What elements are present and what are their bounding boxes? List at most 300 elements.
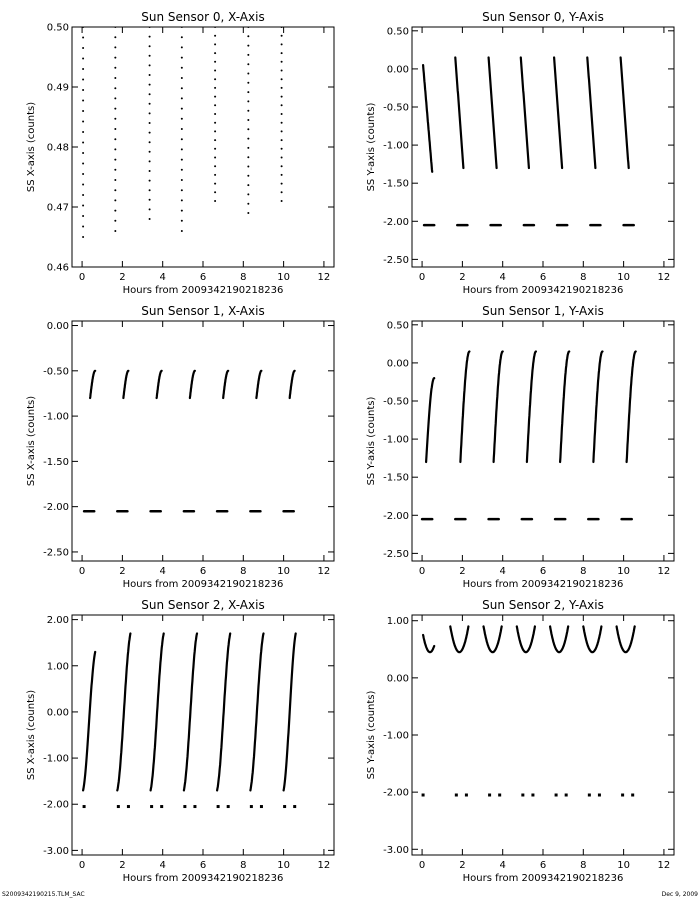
data-point <box>181 77 183 79</box>
data-point <box>214 96 216 98</box>
x-tick-label: 0 <box>78 860 86 871</box>
y-tick-label: 0.00 <box>386 673 409 685</box>
data-point <box>149 36 151 38</box>
data-point <box>149 189 151 191</box>
x-tick-label: 10 <box>617 272 630 283</box>
data-series <box>423 58 634 226</box>
x-tick-label: 6 <box>539 860 547 871</box>
data-point <box>181 46 183 48</box>
x-tick-label: 10 <box>617 566 630 577</box>
y-axis-label: SS X-axis (counts) <box>26 689 37 781</box>
y-tick-label: -2.00 <box>43 799 69 811</box>
x-axis-label: Hours from 2009342190218236 <box>462 873 624 884</box>
data-curve <box>223 371 228 398</box>
data-point <box>127 805 130 808</box>
data-point <box>247 175 249 177</box>
data-point <box>247 54 249 56</box>
y-tick-label: 0.00 <box>46 321 69 333</box>
data-point <box>247 100 249 102</box>
data-point <box>150 805 153 808</box>
x-tick-label: 12 <box>657 860 671 871</box>
x-tick-label: 6 <box>199 272 207 283</box>
data-point <box>281 43 283 45</box>
data-point <box>149 45 151 47</box>
data-point <box>281 200 283 202</box>
y-tick-label: 0.00 <box>386 358 409 370</box>
data-point <box>281 130 283 132</box>
x-tick-label: 4 <box>159 860 166 871</box>
data-curve <box>151 634 164 791</box>
x-tick-label: 8 <box>580 566 587 577</box>
data-point <box>521 794 524 797</box>
panel-2 <box>366 10 674 296</box>
data-point <box>181 118 183 120</box>
data-point <box>149 208 151 210</box>
data-point <box>281 191 283 193</box>
data-point <box>247 193 249 195</box>
data-point <box>82 184 84 186</box>
x-tick-label: 10 <box>277 566 290 577</box>
data-point <box>181 169 183 171</box>
y-tick-label: 0.50 <box>386 26 409 38</box>
data-point <box>281 52 283 54</box>
data-curve <box>83 652 95 791</box>
data-point <box>214 113 216 115</box>
data-point <box>82 152 84 154</box>
data-curve <box>484 626 502 652</box>
data-point <box>149 84 151 86</box>
data-point <box>82 226 84 228</box>
data-point <box>281 35 283 37</box>
plot-frame <box>412 615 674 855</box>
data-point <box>82 68 84 70</box>
data-curve <box>627 352 636 463</box>
data-point <box>114 57 116 59</box>
y-tick-label: -2.00 <box>43 502 69 514</box>
x-tick-label: 10 <box>617 860 630 871</box>
data-point <box>281 122 283 124</box>
x-tick-label: 0 <box>78 566 86 577</box>
data-curve <box>554 58 562 169</box>
chart-title: Sun Sensor 2, Y-Axis <box>482 598 604 612</box>
data-point <box>114 87 116 89</box>
y-tick-label: 0.48 <box>46 142 69 154</box>
y-axis-label: SS Y-axis (counts) <box>366 690 377 780</box>
data-curve <box>550 626 568 652</box>
plot-frame <box>72 27 334 267</box>
data-point <box>82 110 84 112</box>
panel-3 <box>26 304 334 590</box>
y-tick-label: -3.00 <box>43 845 69 857</box>
data-curve <box>423 65 432 172</box>
data-point <box>281 26 283 28</box>
data-point <box>247 82 249 84</box>
y-tick-label: -1.00 <box>43 411 69 423</box>
data-curve <box>117 634 130 791</box>
x-tick-label: 6 <box>199 860 207 871</box>
data-point <box>214 200 216 202</box>
y-tick-label: 0.50 <box>46 22 69 34</box>
y-tick-label: -3.00 <box>383 844 409 856</box>
data-point <box>149 218 151 220</box>
data-point <box>247 203 249 205</box>
data-point <box>160 805 163 808</box>
x-tick-label: 8 <box>240 272 247 283</box>
chart-title: Sun Sensor 0, X-Axis <box>141 10 265 24</box>
data-point <box>281 157 283 159</box>
data-point <box>247 212 249 214</box>
data-point <box>422 794 425 797</box>
data-point <box>281 165 283 167</box>
data-point <box>217 805 220 808</box>
chart-title: Sun Sensor 2, X-Axis <box>141 598 265 612</box>
data-point <box>114 210 116 212</box>
data-series <box>84 371 295 511</box>
data-curve <box>593 352 602 463</box>
plot-frame <box>412 27 674 267</box>
x-tick-label: 8 <box>240 566 247 577</box>
data-point <box>214 78 216 80</box>
data-point <box>214 70 216 72</box>
data-point <box>149 170 151 172</box>
y-tick-label: -2.50 <box>383 548 409 560</box>
data-point <box>181 97 183 99</box>
data-series <box>422 626 635 796</box>
y-tick-label: -2.00 <box>383 216 409 228</box>
data-point <box>181 26 183 28</box>
data-point <box>247 138 249 140</box>
data-point <box>82 79 84 81</box>
data-point <box>631 794 634 797</box>
data-point <box>247 184 249 186</box>
data-point <box>82 37 84 39</box>
y-tick-label: -0.50 <box>43 366 69 378</box>
data-point <box>82 194 84 196</box>
data-point <box>114 230 116 232</box>
data-curve <box>217 634 230 791</box>
y-tick-label: 1.00 <box>386 616 409 628</box>
x-axis-label: Hours from 2009342190218236 <box>122 285 284 296</box>
data-point <box>114 189 116 191</box>
data-point <box>281 183 283 185</box>
data-point <box>247 26 249 28</box>
data-point <box>149 199 151 201</box>
data-point <box>181 128 183 130</box>
y-tick-label: 2.00 <box>46 615 69 627</box>
data-point <box>181 87 183 89</box>
y-tick-label: -2.50 <box>383 254 409 266</box>
data-point <box>283 805 286 808</box>
x-tick-label: 8 <box>580 272 587 283</box>
data-curve <box>123 371 128 398</box>
data-point <box>214 148 216 150</box>
data-point <box>181 159 183 161</box>
data-point <box>82 100 84 102</box>
data-point <box>247 91 249 93</box>
data-curve <box>90 371 95 398</box>
x-tick-label: 10 <box>277 272 290 283</box>
x-tick-label: 4 <box>159 272 166 283</box>
data-point <box>114 179 116 181</box>
data-curve <box>426 378 434 462</box>
data-point <box>281 174 283 176</box>
x-tick-label: 4 <box>499 860 506 871</box>
x-tick-label: 6 <box>539 566 547 577</box>
data-curve <box>583 626 601 652</box>
y-tick-label: -1.00 <box>383 140 409 152</box>
data-point <box>498 794 501 797</box>
y-tick-label: 0.47 <box>46 202 69 214</box>
data-point <box>181 67 183 69</box>
x-tick-label: 2 <box>119 566 126 577</box>
y-tick-label: -1.50 <box>43 456 69 468</box>
data-point <box>82 89 84 91</box>
y-tick-label: 0.49 <box>46 82 69 94</box>
data-point <box>247 128 249 130</box>
x-tick-label: 4 <box>499 566 506 577</box>
data-curve <box>517 626 535 652</box>
data-point <box>114 128 116 130</box>
y-tick-label: 1.00 <box>46 661 69 673</box>
data-point <box>82 142 84 144</box>
data-point <box>114 220 116 222</box>
y-axis-label: SS Y-axis (counts) <box>366 396 377 486</box>
data-point <box>214 122 216 124</box>
data-point <box>181 36 183 38</box>
data-point <box>114 67 116 69</box>
data-point <box>598 794 601 797</box>
x-axis-label: Hours from 2009342190218236 <box>462 285 624 296</box>
x-tick-label: 2 <box>459 860 466 871</box>
data-point <box>588 794 591 797</box>
x-tick-label: 2 <box>119 860 126 871</box>
y-tick-label: -0.50 <box>383 396 409 408</box>
data-point <box>114 77 116 79</box>
data-point <box>82 215 84 217</box>
y-tick-label: 0.00 <box>386 64 409 76</box>
data-curve <box>256 371 261 398</box>
data-curve <box>450 626 468 652</box>
data-point <box>214 183 216 185</box>
data-point <box>114 138 116 140</box>
data-point <box>149 151 151 153</box>
y-tick-label: 0.46 <box>46 262 69 274</box>
data-point <box>247 119 249 121</box>
data-point <box>214 130 216 132</box>
data-curve <box>190 371 195 398</box>
data-point <box>149 122 151 124</box>
data-point <box>82 173 84 175</box>
data-curve <box>527 352 536 463</box>
data-point <box>214 35 216 37</box>
data-point <box>149 160 151 162</box>
x-tick-label: 2 <box>119 272 126 283</box>
data-curve <box>250 634 263 791</box>
x-tick-label: 6 <box>539 272 547 283</box>
data-point <box>114 26 116 28</box>
panel-4 <box>366 304 674 590</box>
panel-6 <box>366 598 674 884</box>
data-point <box>149 112 151 114</box>
y-tick-label: -1.50 <box>383 178 409 190</box>
data-point <box>214 157 216 159</box>
panel-1 <box>26 10 334 296</box>
data-point <box>247 156 249 158</box>
data-point <box>114 159 116 161</box>
y-tick-label: -1.50 <box>383 472 409 484</box>
data-curve <box>423 635 434 652</box>
data-point <box>82 163 84 165</box>
data-point <box>82 121 84 123</box>
data-point <box>565 794 568 797</box>
x-axis-label: Hours from 2009342190218236 <box>462 579 624 590</box>
data-curve <box>184 634 197 791</box>
x-tick-label: 0 <box>418 566 426 577</box>
x-tick-label: 2 <box>459 566 466 577</box>
data-curve <box>587 58 595 169</box>
data-series <box>82 26 283 238</box>
data-point <box>260 805 263 808</box>
data-point <box>183 805 186 808</box>
data-point <box>181 179 183 181</box>
data-point <box>531 794 534 797</box>
data-point <box>281 113 283 115</box>
data-point <box>214 174 216 176</box>
data-point <box>214 139 216 141</box>
x-tick-label: 0 <box>418 272 426 283</box>
data-point <box>281 87 283 89</box>
data-point <box>281 96 283 98</box>
data-point <box>149 141 151 143</box>
data-point <box>214 104 216 106</box>
data-point <box>82 58 84 60</box>
data-point <box>293 805 296 808</box>
data-point <box>181 220 183 222</box>
data-point <box>214 87 216 89</box>
data-point <box>247 110 249 112</box>
x-tick-label: 12 <box>317 860 331 871</box>
data-point <box>214 191 216 193</box>
data-point <box>149 103 151 105</box>
data-point <box>214 26 216 28</box>
x-axis-label: Hours from 2009342190218236 <box>122 579 284 590</box>
data-curve <box>494 352 503 463</box>
data-point <box>281 148 283 150</box>
data-point <box>149 93 151 95</box>
panel-5 <box>26 598 334 884</box>
data-series <box>83 634 297 809</box>
plot-frame <box>72 321 334 561</box>
data-point <box>114 108 116 110</box>
y-axis-label: SS X-axis (counts) <box>26 395 37 487</box>
data-point <box>114 36 116 38</box>
data-point <box>281 70 283 72</box>
data-point <box>621 794 624 797</box>
data-point <box>465 794 468 797</box>
data-point <box>227 805 230 808</box>
data-point <box>82 236 84 238</box>
data-point <box>488 794 491 797</box>
y-tick-label: -2.00 <box>383 510 409 522</box>
data-point <box>82 47 84 49</box>
data-point <box>281 104 283 106</box>
x-tick-label: 8 <box>580 860 587 871</box>
y-tick-label: 0.50 <box>386 320 409 332</box>
data-point <box>247 166 249 168</box>
data-curve <box>489 58 497 169</box>
data-point <box>181 138 183 140</box>
y-tick-label: -1.00 <box>43 753 69 765</box>
x-tick-label: 12 <box>657 272 671 283</box>
data-point <box>247 35 249 37</box>
data-point <box>214 43 216 45</box>
x-tick-label: 2 <box>459 272 466 283</box>
data-curve <box>455 58 463 169</box>
x-tick-label: 4 <box>159 566 166 577</box>
x-tick-label: 8 <box>240 860 247 871</box>
data-point <box>250 805 253 808</box>
data-point <box>247 147 249 149</box>
y-axis-label: SS X-axis (counts) <box>26 101 37 193</box>
data-point <box>281 61 283 63</box>
chart-title: Sun Sensor 1, X-Axis <box>141 304 265 318</box>
data-curve <box>157 371 162 398</box>
data-point <box>555 794 558 797</box>
data-curve <box>284 634 296 791</box>
data-point <box>114 169 116 171</box>
data-point <box>181 57 183 59</box>
data-point <box>114 199 116 201</box>
data-point <box>82 131 84 133</box>
data-point <box>247 73 249 75</box>
x-tick-label: 10 <box>277 860 290 871</box>
data-point <box>281 78 283 80</box>
data-point <box>149 64 151 66</box>
x-axis-label: Hours from 2009342190218236 <box>122 873 284 884</box>
data-point <box>214 52 216 54</box>
x-tick-label: 0 <box>78 272 86 283</box>
data-point <box>149 180 151 182</box>
data-point <box>181 199 183 201</box>
data-point <box>181 230 183 232</box>
data-curve <box>521 58 529 169</box>
x-tick-label: 4 <box>499 272 506 283</box>
y-axis-label: SS Y-axis (counts) <box>366 102 377 192</box>
data-point <box>114 97 116 99</box>
data-point <box>83 805 86 808</box>
y-tick-label: -2.00 <box>383 787 409 799</box>
data-point <box>114 118 116 120</box>
data-point <box>149 26 151 28</box>
data-point <box>114 148 116 150</box>
data-point <box>214 165 216 167</box>
y-tick-label: -1.00 <box>383 730 409 742</box>
x-tick-label: 12 <box>657 566 671 577</box>
data-point <box>82 26 84 28</box>
x-tick-label: 12 <box>317 272 331 283</box>
x-tick-label: 0 <box>418 860 426 871</box>
y-tick-label: -1.00 <box>383 434 409 446</box>
data-point <box>181 210 183 212</box>
y-tick-label: -2.50 <box>43 547 69 559</box>
data-point <box>82 205 84 207</box>
data-point <box>281 139 283 141</box>
data-point <box>117 805 120 808</box>
data-point <box>114 46 116 48</box>
data-point <box>181 148 183 150</box>
data-series <box>422 352 636 520</box>
chart-title: Sun Sensor 0, Y-Axis <box>482 10 604 24</box>
